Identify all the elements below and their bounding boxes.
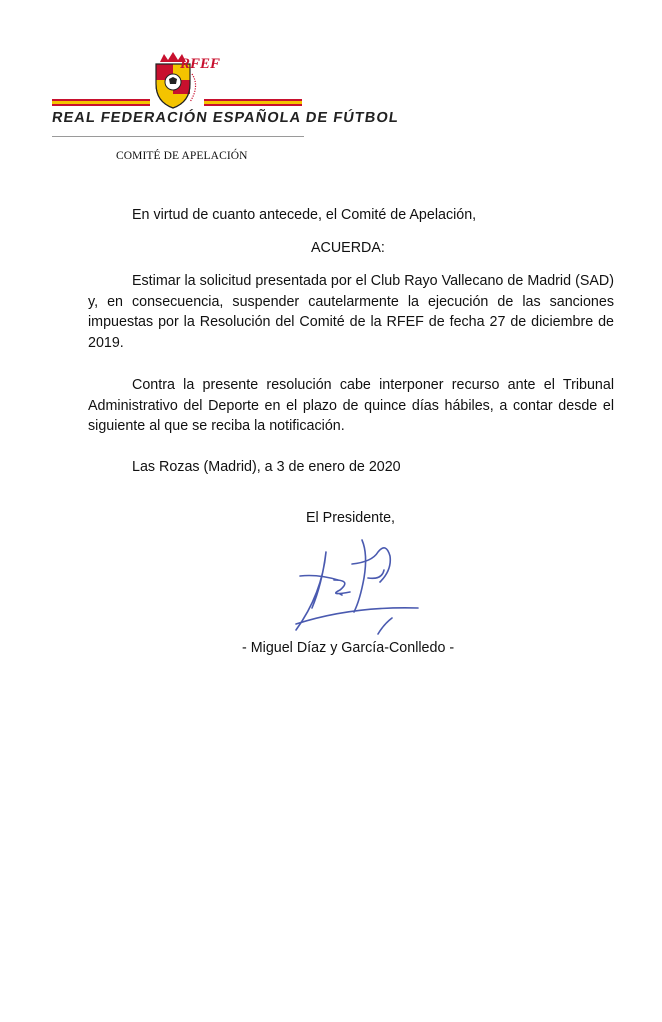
resolution-paragraph-1: Estimar la solicitud presentada por el Club Rayo Vallecano de Madrid (SAD) y, en consecuencia, suspender cautelarmente la ejecución de las sanciones impuestas por la Resolución del Comité de la RFEF de fecha 27 de diciembre de 2019. [88, 273, 614, 351]
place-and-date: Las Rozas (Madrid), a 3 de enero de 2020 [132, 459, 401, 475]
intro-line: En virtud de cuanto antecede, el Comité de Apelación, [132, 207, 477, 223]
committee-name: COMITÉ DE APELACIÓN [116, 150, 248, 162]
flag-stripe-left [52, 99, 150, 106]
handwritten-signature [282, 534, 422, 638]
signatory-title: El Presidente, [306, 510, 396, 526]
header-divider [52, 136, 304, 137]
resolution-heading: ACUERDA: [311, 240, 385, 256]
signatory-name: - Miguel Díaz y García-Conlledo - [242, 640, 455, 656]
rfef-wordmark: RFEF [180, 56, 221, 72]
federation-name: REAL FEDERACIÓN ESPAÑOLA DE FÚTBOL [50, 110, 400, 126]
appeal-paragraph: Contra la presente resolución cabe interponer recurso ante el Tribunal Administrativo del Deporte en el plazo de quince días hábiles, a contar desde el siguiente al que se reciba la notificación. [88, 377, 614, 434]
flag-stripe-right [204, 99, 302, 106]
rfef-emblem-logo [150, 52, 221, 110]
